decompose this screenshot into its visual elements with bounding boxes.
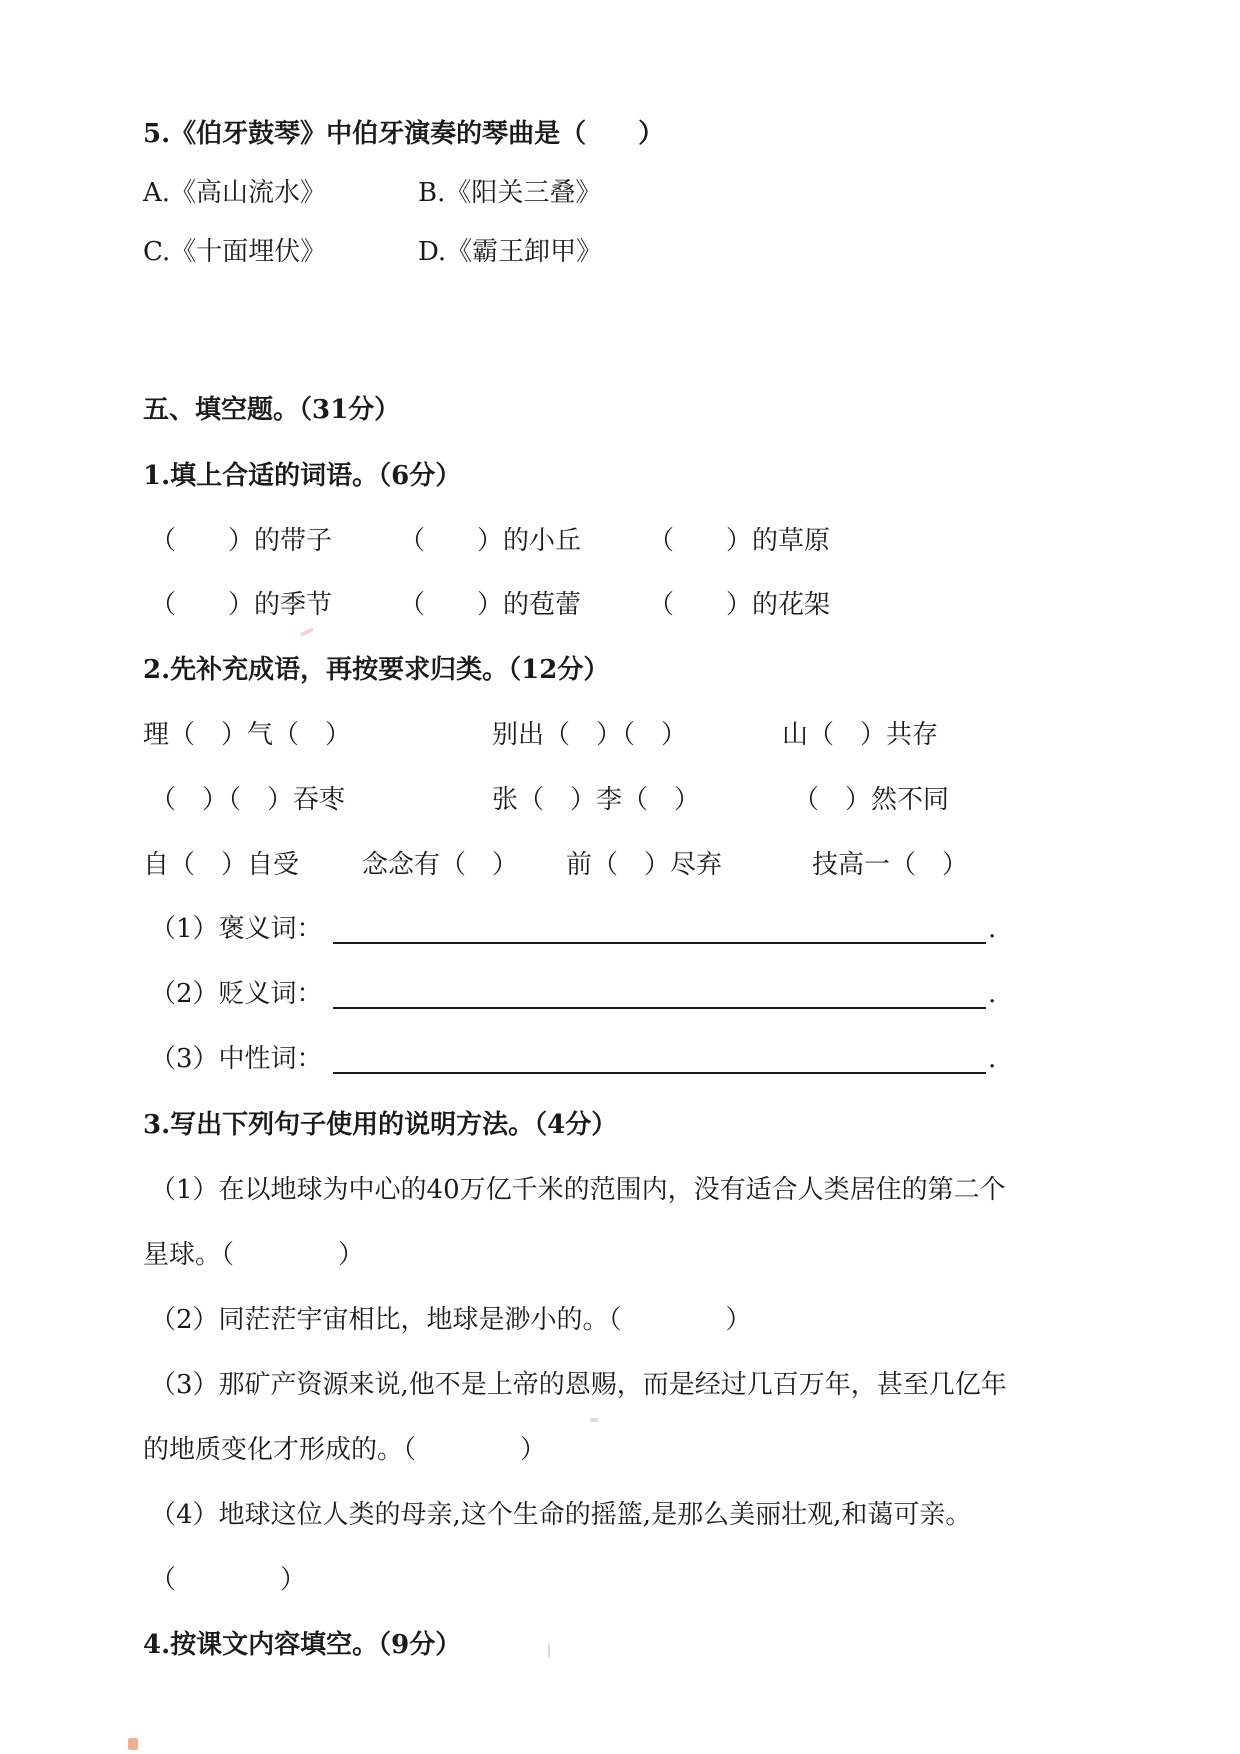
q1-item: （ ）的花架	[648, 590, 831, 620]
scan-mark	[548, 1643, 550, 1657]
category-neutral-label: （3）中性词：	[150, 1044, 323, 1074]
section-title: 五、填空题。（31分）	[143, 395, 401, 425]
q1-item: （ ）的小丘	[399, 526, 582, 556]
option-a: A.《高山流水》	[143, 178, 327, 208]
idiom-item: 前（ ）尽弃	[566, 850, 723, 880]
category-praise-label: （1）褒义词：	[150, 914, 323, 944]
end-period: .	[988, 1044, 997, 1074]
scan-mark	[590, 1418, 598, 1422]
category-derogatory-blank[interactable]	[333, 1007, 986, 1009]
q1-title: 1.填上合适的词语。（6分）	[143, 461, 462, 491]
idiom-item: （ ）然不同	[793, 785, 950, 815]
q1-item: （ ）的苞蕾	[399, 590, 582, 620]
sentence-4: （4）地球这位人类的母亲,这个生命的摇篮,是那么美丽壮观,和蔼可亲。	[150, 1500, 972, 1530]
sentence-1: （1）在以地球为中心的40万亿千米的范围内，没有适合人类居住的第二个	[150, 1175, 1006, 1205]
option-c: C.《十面埋伏》	[143, 237, 327, 267]
idiom-item: 技高一（ ）	[812, 850, 969, 880]
sentence-2: （2）同茫茫宇宙相比，地球是渺小的。（ ）	[150, 1305, 752, 1335]
q4-title: 4.按课文内容填空。（9分）	[143, 1630, 462, 1660]
idiom-item: 别出（ ）（ ）	[492, 720, 688, 750]
category-derogatory-label: （2）贬义词：	[150, 979, 323, 1009]
idiom-item: 自（ ）自受	[143, 850, 300, 880]
sentence-4-cont: （ ）	[150, 1565, 307, 1595]
idiom-item: 张（ ）李（ ）	[492, 785, 701, 815]
option-d: D.《霸王卸甲》	[418, 237, 603, 267]
category-praise-blank[interactable]	[333, 942, 986, 944]
q3-title: 3.写出下列句子使用的说明方法。（4分）	[143, 1110, 618, 1140]
sentence-3: （3）那矿产资源来说,他不是上帝的恩赐，而是经过几百万年，甚至几亿年	[150, 1370, 1007, 1400]
idiom-item: 念念有（ ）	[362, 850, 519, 880]
idiom-item: 理（ ）气（ ）	[143, 720, 352, 750]
scan-mark	[300, 627, 314, 637]
category-neutral-blank[interactable]	[333, 1072, 986, 1074]
sentence-3-cont: 的地质变化才形成的。（ ）	[143, 1435, 547, 1465]
q1-item: （ ）的草原	[648, 526, 831, 556]
scan-mark	[128, 1738, 138, 1750]
end-period: .	[988, 979, 997, 1009]
q2-title: 2.先补充成语，再按要求归类。（12分）	[143, 655, 610, 685]
idiom-item: 山（ ）共存	[782, 720, 939, 750]
option-b: B.《阳关三叠》	[418, 178, 602, 208]
idiom-item: （ ）（ ）吞枣	[150, 785, 346, 815]
q1-item: （ ）的季节	[150, 590, 333, 620]
q1-item: （ ）的带子	[150, 526, 333, 556]
question-5-stem: 5.《伯牙鼓琴》中伯牙演奏的琴曲是（ ）	[143, 119, 665, 149]
end-period: .	[988, 914, 997, 944]
sentence-1-cont: 星球。（ ）	[143, 1240, 365, 1270]
